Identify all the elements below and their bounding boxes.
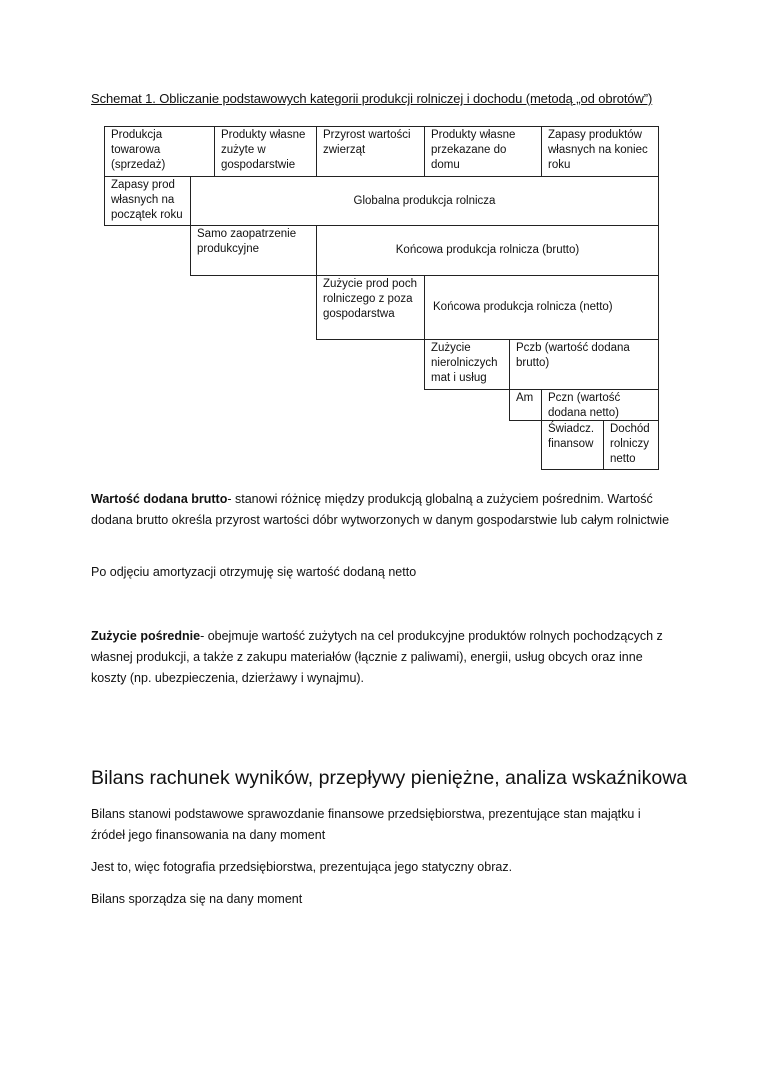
cell-zapasy-na-koniec-roku: Zapasy produktów własnych na koniec roku [541, 126, 659, 177]
term-zuzycie-posrednie: Zużycie pośrednie [91, 629, 201, 643]
cell-pczb: Pczb (wartość dodana brutto) [509, 339, 659, 390]
cell-pczn: Pczn (wartość dodana netto) [541, 389, 659, 421]
cell-zuzycie-prod-rolniczego: Zużycie prod poch rolniczego z poza gospodarstwa [316, 275, 425, 340]
cell-swiadczenia-finansowe: Świadcz. finansow [541, 420, 604, 470]
term-wartosc-dodana-brutto: Wartość dodana brutto [91, 492, 228, 506]
cell-amortyzacja: Am [509, 389, 542, 421]
paragraph-zuzycie-posrednie [91, 626, 676, 689]
cell-produkty-przekazane-do-domu: Produkty własne przekazane do domu [424, 126, 542, 177]
cell-produkty-wlasne-zuzyte: Produkty własne zużyte w gospodarstwie [214, 126, 317, 177]
cell-globalna-produkcja: Globalna produkcja rolnicza [190, 176, 659, 226]
cell-przyrost-wartosci-zwierzat: Przyrost wartości zwierząt [316, 126, 425, 177]
production-scheme-diagram [0, 0, 760, 480]
definition-wartosc-dodana-brutto: - stanowi różnicę między produkcją globalną a zużyciem pośrednim. Wartość dodana brutto określa przyrost wartości dóbr wytworzonych w danym gospodarstwie lub całym rolnictwie [91, 492, 670, 527]
cell-zuzycie-nierolniczych: Zużycie nierolniczych mat i usług [424, 339, 510, 390]
paragraph-wartosc-dodana-netto: Po odjęciu amortyzacji otrzymuję się wartość dodaną netto [91, 565, 417, 579]
cell-koncowa-produkcja-netto: Końcowa produkcja rolnicza (netto) [424, 275, 659, 340]
paragraph-bilans-definition: Bilans stanowi podstawowe sprawozdanie finansowe przedsiębiorstwa, prezentujące stan majątku i źródeł jego finansowania na dany moment [91, 807, 641, 842]
definition-zuzycie-posrednie: - obejmuje wartość zużytych na cel produkcyjne produktów rolnych pochodzących z własnej produkcji, a także z zakupu materiałów (łącznie z paliwami), energii, usług obcych oraz inne koszty (np. ubezpieczenia, dzierżawy i wynajmu). [91, 629, 663, 685]
scheme-caption: Schemat 1. Obliczanie podstawowych kategorii produkcji rolniczej i dochodu (metodą „od obrotów”) [91, 91, 653, 106]
cell-dochod-rolniczy-netto: Dochód rolniczy netto [603, 420, 659, 470]
cell-samo-zaopatrzenie: Samo zaopatrzenie produkcyjne [190, 225, 317, 276]
paragraph-bilans-fotografia: Jest to, więc fotografia przedsiębiorstwa, prezentująca jego statyczny obraz. [91, 860, 513, 874]
paragraph-wartosc-dodana-brutto [91, 489, 676, 531]
cell-koncowa-produkcja-brutto: Końcowa produkcja rolnicza (brutto) [316, 225, 659, 276]
paragraph-bilans-moment: Bilans sporządza się na dany moment [91, 892, 303, 906]
cell-produkcja-towarowa: Produkcja towarowa (sprzedaż) [104, 126, 215, 177]
cell-zapasy-na-poczatek-roku: Zapasy prod własnych na początek roku [104, 176, 191, 226]
section-heading: Bilans rachunek wyników, przepływy pieniężne, analiza wskaźnikowa [91, 767, 688, 789]
